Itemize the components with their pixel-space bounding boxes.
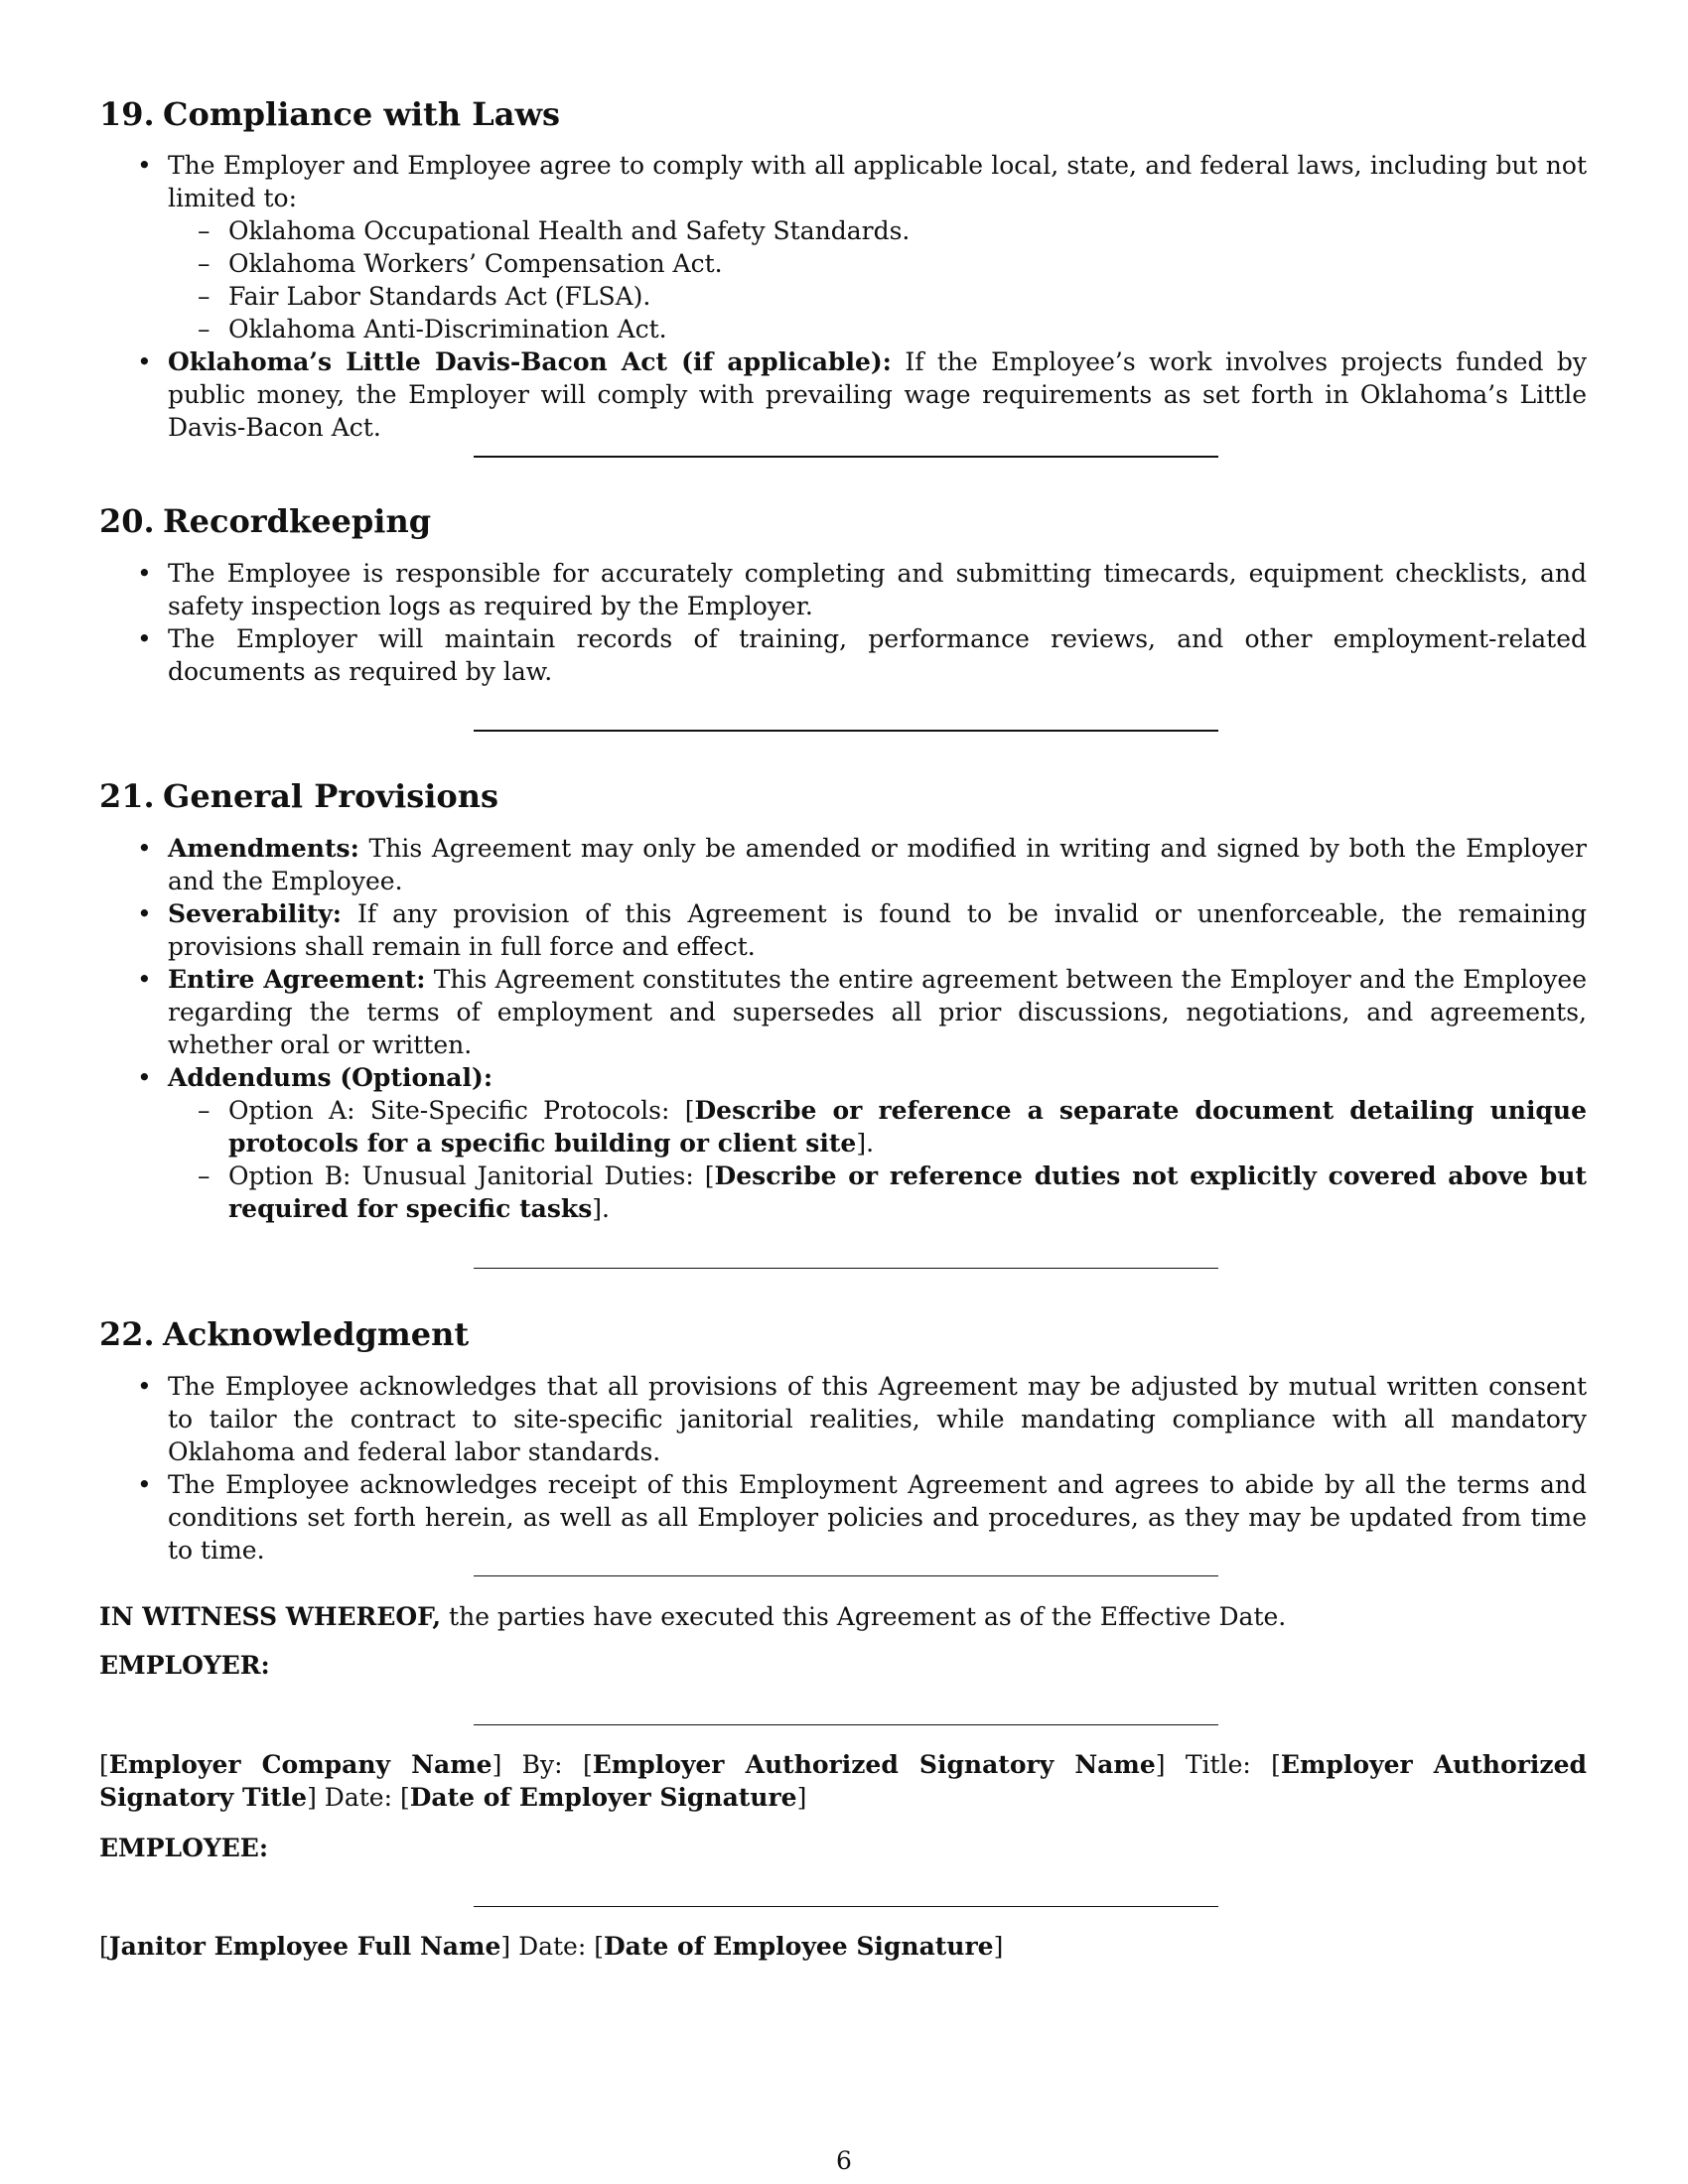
witness-statement: IN WITNESS WHEREOF, the parties have executed this Agreement as of the Effective Date. — [99, 1602, 1287, 1631]
addendum-option-b: – Option B: Unusual Janitorial Duties: [Describe or reference duties not explicitly covered above but required for specific tasks]. — [168, 1160, 1587, 1225]
list-item: • Addendums (Optional): – Option A: Site-Specific Protocols: [Describe or reference a separate document detailing unique protocols for a specific building or client site]. – Option B: Unusual Janitorial Duties: [Describe or reference duties not explicitly covered above but required for specific tasks]. — [99, 1061, 1587, 1225]
section-divider — [474, 456, 1218, 458]
section-21-list — [99, 832, 1587, 1225]
employee-signature-block: [Janitor Employee Full Name] Date: [Date of Employee Signature] — [99, 1932, 1004, 1961]
list-item: – Fair Labor Standards Act (FLSA). — [168, 280, 1587, 313]
employer-signature-line — [474, 1724, 1218, 1725]
employee-heading: EMPLOYEE: — [99, 1834, 269, 1862]
employee-signature-line — [474, 1906, 1218, 1907]
section-19-heading: 19. Compliance with Laws — [99, 95, 561, 133]
laws-list — [168, 214, 1587, 345]
list-item: – Oklahoma Anti-Discrimination Act. — [168, 313, 1587, 345]
section-22-heading: 22. Acknowledgment — [99, 1315, 470, 1353]
section-divider — [474, 1575, 1218, 1576]
list-item: • The Employee acknowledges that all provisions of this Agreement may be adjusted by mutual written consent to tailor the contract to site-specific janitorial realities, while mandating compliance with all mandatory Oklahoma and federal labor standards. — [99, 1370, 1587, 1468]
addendum-option-a: – Option A: Site-Specific Protocols: [Describe or reference a separate document detailing unique protocols for a specific building or client site]. — [168, 1094, 1587, 1160]
list-item: • Oklahoma’s Little Davis-Bacon Act (if applicable): If the Employee’s work involves projects funded by public money, the Employer will comply with prevailing wage requirements as set forth in Oklahoma’s Little Davis-Bacon Act. — [99, 345, 1587, 444]
list-item: • Amendments: This Agreement may only be amended or modified in writing and signed by both the Employer and the Employee. — [99, 832, 1587, 897]
list-item: • Severability: If any provision of this Agreement is found to be invalid or unenforceable, the remaining provisions shall remain in full force and effect. — [99, 897, 1587, 963]
section-divider — [474, 1268, 1218, 1269]
list-item: • The Employee acknowledges receipt of this Employment Agreement and agrees to abide by all the terms and conditions set forth herein, as well as all Employer policies and procedures, as they may be updated from time to time. — [99, 1468, 1587, 1567]
section-21-heading: 21. General Provisions — [99, 777, 499, 815]
placeholder-option-b: Describe or reference duties not explicitly covered above but required for specific tasks — [228, 1161, 1587, 1223]
employer-heading: EMPLOYER: — [99, 1651, 270, 1680]
section-22-list — [99, 1370, 1587, 1567]
placeholder-option-a: Describe or reference a separate document detailing unique protocols for a specific building or client site — [228, 1096, 1587, 1158]
list-item: – Oklahoma Occupational Health and Safety Standards. — [168, 214, 1587, 247]
list-item: • The Employee is responsible for accurately completing and submitting timecards, equipment checklists, and safety inspection logs as required by the Employer. — [99, 557, 1587, 622]
section-20-heading: 20. Recordkeeping — [99, 502, 432, 540]
page-number: 6 — [836, 2146, 852, 2175]
employer-signature-block: [Employer Company Name] By: [Employer Authorized Signatory Name] Title: [Employer Authorized Signatory Title] Date: [Date of Employer Signature] — [99, 1750, 1587, 1812]
section-divider — [474, 730, 1218, 732]
list-item: – Oklahoma Workers’ Compensation Act. — [168, 247, 1587, 280]
list-item: • The Employer will maintain records of training, performance reviews, and other employment-related documents as required by law. — [99, 622, 1587, 688]
section-20-list — [99, 557, 1587, 688]
section-19-list — [99, 149, 1587, 444]
addendum-options — [168, 1094, 1587, 1225]
list-item: • Entire Agreement: This Agreement constitutes the entire agreement between the Employer and the Employee regarding the terms of employment and supersedes all prior discussions, negotiations, and agreements, whether oral or written. — [99, 963, 1587, 1061]
list-item: • The Employer and Employee agree to comply with all applicable local, state, and federal laws, including but not limited to: – Oklahoma Occupational Health and Safety Standards. – Oklahoma Workers’ Compensation Act. – Fair Labor Standards Act (FLSA). – Oklahoma Anti-Discrimination Act. — [99, 149, 1587, 345]
